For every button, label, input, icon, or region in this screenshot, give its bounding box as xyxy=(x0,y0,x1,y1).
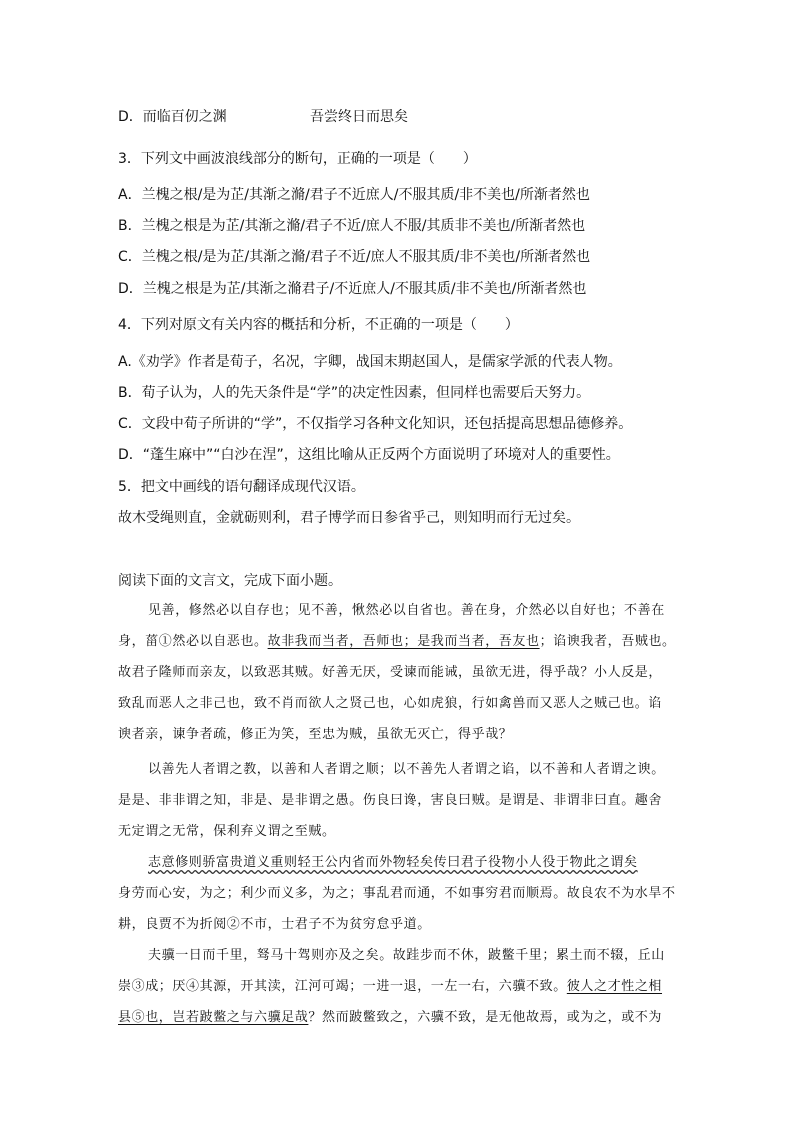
question-3-option-b: B．兰槐之根是为芷/其渐之滫/君子不近/庶人不服/其质非不美也/所渐者然也 xyxy=(118,218,586,234)
question-4-option-a: A.《劝学》作者是荀子，名况，字卿，战国末期赵国人，是儒家学派的代表人物。 xyxy=(118,354,622,370)
passage-line: 谀者亲，谏争者疏，修正为笑，至忠为贼，虽欲无灭亡，得乎哉？ xyxy=(118,727,513,742)
passage-line: 是是、非非谓之知，非是、是非谓之愚。伤良曰谗，害良曰贼。是谓是、非谓非曰直。趣舍 xyxy=(118,793,663,808)
underlined-sentence: 故非我而当者，吾师也；是我而当者，吾友也 xyxy=(267,634,540,649)
question-4-stem: 4．下列对原文有关内容的概括和分析，不正确的一项是（ ） xyxy=(118,317,519,333)
prev-option-d-right: 吾尝终日而思矣 xyxy=(310,109,408,125)
underlined-sentence: 彼人之才性之相 xyxy=(566,979,663,994)
passage-line xyxy=(118,979,684,995)
question-5-stem: 5．把文中画线的语句翻译成现代汉语。 xyxy=(118,479,365,495)
question-3-option-a: A．兰槐之根/是为芷/其渐之滫/君子不近庶人/不服其质/非不美也/所渐者然也 xyxy=(118,187,590,203)
passage-line: 致乱而恶人之非己也，致不肖而欲人之贤己也，心如虎狼，行如禽兽而又恶人之贼己也。谄 xyxy=(118,696,663,711)
reading-intro: 阅读下面的文言文，完成下面小题。 xyxy=(118,573,342,589)
passage-text: ？然而跛鳖致之，六骥不致，是无他故焉，或为之，或不为 xyxy=(308,1010,663,1025)
question-3-stem: 3．下列文中画波浪线部分的断句，正确的一项是（ ） xyxy=(118,151,477,167)
passage-line: 耕，良贾不为折阅②不市，士君子不为贫穷怠乎道。 xyxy=(118,917,431,932)
passage-line: 以善先人者谓之教，以善和人者谓之顺；以不善先人者谓之谄，以不善和人者谓之谀。 xyxy=(148,762,665,777)
question-4-option-d: D．“蓬生麻中”“白沙在涅”，这组比喻从正反两个方面说明了环境对人的重要性。 xyxy=(118,447,620,463)
passage-text: ；谄谀我者，吾贼也。 xyxy=(539,634,676,649)
prev-option-d-left: D．而临百仞之渊 xyxy=(118,109,227,125)
passage-line: 身劳而心安，为之；利少而义多，为之；事乱君而通，不如事穷君而顺焉。故良农不为水旱不 xyxy=(118,886,676,901)
question-4-option-c: C．文段中荀子所讲的“学”，不仅指学习各种文化知识，还包括提高思想品德修养。 xyxy=(118,416,633,432)
question-5-sentence: 故木受绳则直，金就砺则利，君子博学而日参省乎己，则知明而行无过矣。 xyxy=(118,510,580,526)
question-3-option-c: C．兰槐之根/是为芷/其渐之滫/君子不近/庶人不服其质/非不美也/所渐者然也 xyxy=(118,249,591,265)
question-3-option-d: D．兰槐之根是为芷/其渐之滫君子/不近庶人/不服其质/非不美也/所渐者然也 xyxy=(118,281,587,297)
prev-option-d xyxy=(118,108,408,126)
passage-line xyxy=(118,1010,684,1026)
wavy-underlined-passage: 志意修则骄富贵道义重则轻王公内省而外物轻矣传曰君子役物小人役于物此之谓矣 xyxy=(148,855,638,870)
question-4-option-b: B．荀子认为，人的先天条件是“学”的决定性因素，但同样也需要后天努力。 xyxy=(118,385,591,401)
passage-line xyxy=(118,634,684,650)
passage-line: 夫骥一日而千里，驽马十驾则亦及之矣。故跬步而不休，跛鳖千里；累土而不辍，丘山 xyxy=(148,948,665,963)
passage-text: 崇③成；厌④其源，开其渎，江河可竭；一进一退，一左一右，六骥不致。 xyxy=(118,979,567,994)
passage-line: 见善，修然必以自存也；见不善，愀然必以自省也。善在身，介然必以自好也；不善在 xyxy=(148,603,665,618)
passage-line: 故君子隆师而亲友，以致恶其贼。好善无厌，受谏而能诫，虽欲无进，得乎哉？小人反是， xyxy=(118,665,663,680)
underlined-sentence: 县⑤也，岂若跛鳖之与六骥足哉 xyxy=(118,1010,309,1025)
passage-text: 身，菑①然必以自恶也。 xyxy=(118,634,268,649)
passage-line: 无定谓之无常，保利弃义谓之至贼。 xyxy=(118,824,336,839)
